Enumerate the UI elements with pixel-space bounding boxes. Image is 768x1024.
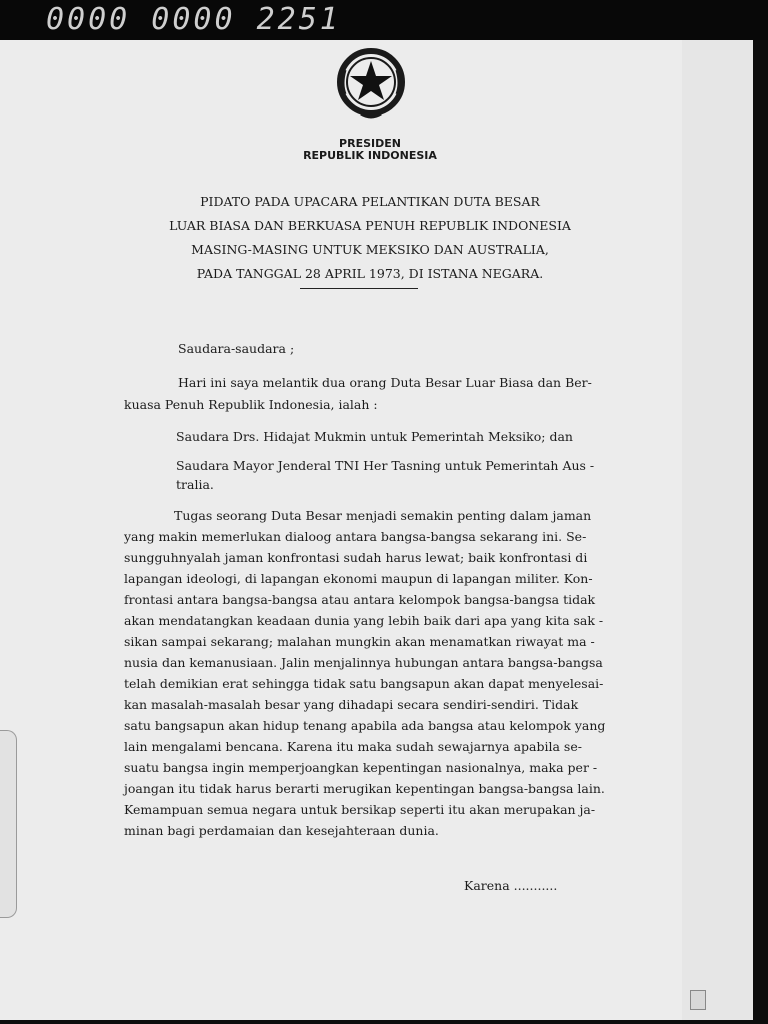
body-line: nusia dan kemanusiaan. Jalin menjalinnya hubungan antara bangsa-bangsa [124, 655, 603, 670]
title-line: MASING-MASING UNTUK MEKSIKO DAN AUSTRALIA, [191, 242, 549, 257]
salutation: Saudara-saudara ; [178, 341, 295, 356]
body-line: Kemampuan semua negara untuk bersikap seperti itu akan merupakan ja- [124, 802, 596, 817]
ambassador-2-line: Saudara Mayor Jenderal TNI Her Tasning untuk Pemerintah Aus - [176, 458, 595, 473]
body-line: minan bagi perdamaian dan kesejahteraan dunia. [124, 823, 439, 838]
body-line: satu bangsapun akan hidup tenang apabila ada bangsa atau kelompok yang [124, 718, 606, 733]
letterhead-line-2: REPUBLIK INDONESIA [303, 149, 437, 162]
body-line: sikan sampai sekarang; malahan mungkin akan menamatkan riwayat ma - [124, 634, 595, 649]
body-paragraph [124, 505, 605, 841]
speech-title [120, 190, 620, 286]
body-line: lapangan ideologi, di lapangan ekonomi maupun di lapangan militer. Kon- [124, 571, 593, 586]
letterhead [260, 138, 480, 162]
body-line: sungguhnyalah jaman konfrontasi sudah harus lewat; baik konfrontasi di [124, 550, 588, 565]
intro-line: Hari ini saya melantik dua orang Duta Besar Luar Biasa dan Ber- [178, 375, 592, 390]
body-line: frontasi antara bangsa-bangsa atau antara kelompok bangsa-bangsa tidak [124, 592, 596, 607]
body-line: lain mengalami bencana. Karena itu maka sudah sewajarnya apabila se- [124, 739, 582, 754]
title-divider [300, 288, 418, 289]
body-line: joangan itu tidak harus berarti merugikan kepentingan bangsa-bangsa lain. [124, 781, 605, 796]
ambassador-1: Saudara Drs. Hidajat Mukmin untuk Pemerintah Meksiko; dan [176, 429, 573, 444]
body-line: suatu bangsa ingin memperjoangkan kepentingan nasionalnya, maka per - [124, 760, 598, 775]
ambassador-2-line: tralia. [176, 477, 214, 492]
body-line: yang makin memerlukan dialoog antara bangsa-bangsa sekarang ini. Se- [124, 529, 587, 544]
letterhead-line-1: PRESIDEN [339, 137, 401, 150]
intro-line: kuasa Penuh Republik Indonesia, ialah : [124, 397, 378, 412]
garuda-star-emblem-icon [331, 44, 411, 124]
frame-number: 0000 0000 2251 [46, 2, 341, 37]
body-line: kan masalah-masalah besar yang dihadapi secara sendiri-sendiri. Tidak [124, 697, 579, 712]
film-header-bar [0, 0, 768, 40]
title-line: PIDATO PADA UPACARA PELANTIKAN DUTA BESAR [200, 194, 540, 209]
title-line: PADA TANGGAL 28 APRIL 1973, DI ISTANA NEGARA. [196, 266, 544, 281]
title-line: LUAR BIASA DAN BERKUASA PENUH REPUBLIK INDONESIA [169, 218, 571, 233]
corner-mark [690, 990, 706, 1010]
body-line: akan mendatangkan keadaan dunia yang lebih baik dari apa yang kita sak - [124, 613, 604, 628]
continuation-catchword: Karena ........... [464, 878, 558, 893]
binder-clip-mark [0, 730, 17, 918]
body-line: Tugas seorang Duta Besar menjadi semakin penting dalam jaman [174, 508, 592, 523]
body-line: telah demikian erat sehingga tidak satu bangsapun akan dapat menyelesai- [124, 676, 604, 691]
